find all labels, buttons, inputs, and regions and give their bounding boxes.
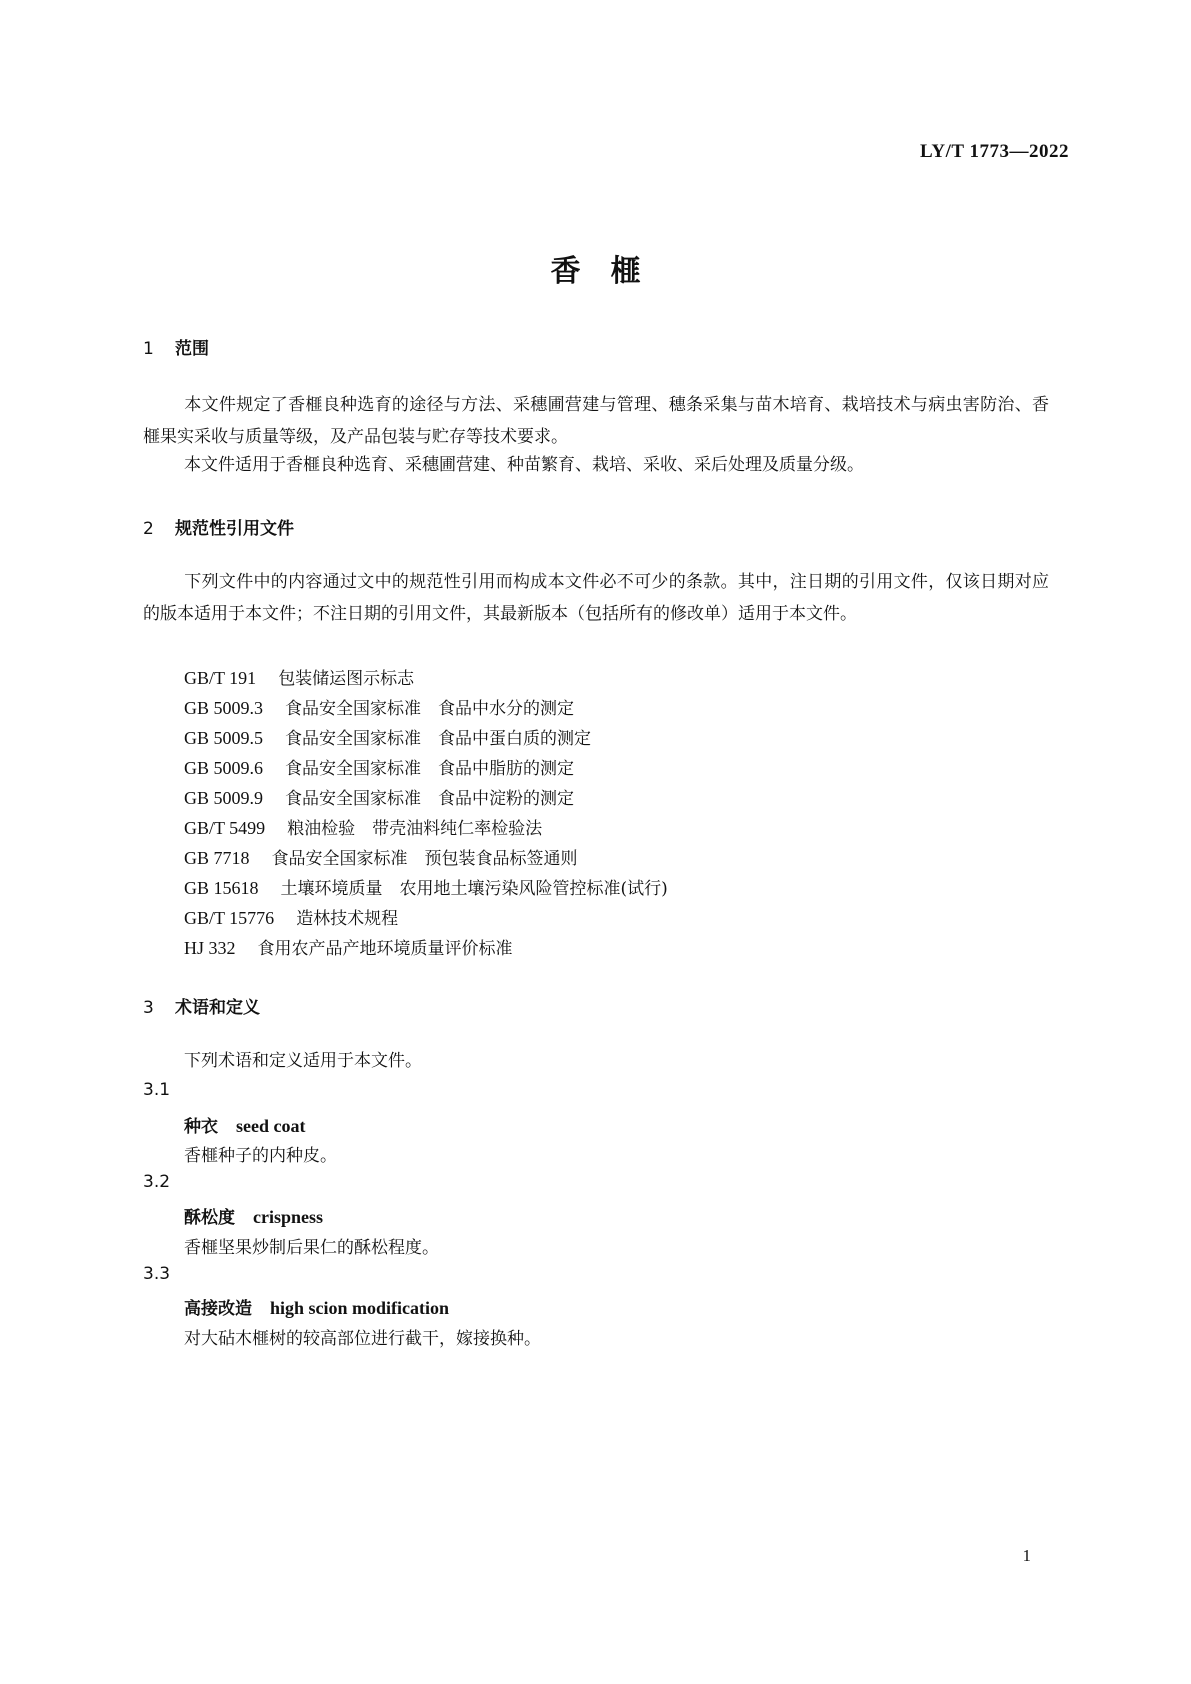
reference-title: 食品安全国家标准 食品中蛋白质的测定: [285, 729, 592, 749]
term-en: seed coat: [236, 1116, 306, 1136]
term-number: 3.1: [143, 1080, 171, 1100]
paragraph-text: 本文件规定了香榧良种选育的途径与方法、采穗圃营建与管理、穗条采集与苗木培育、栽培技术与病虫害防治、香榧果实采收与质量等级，及产品包装与贮存等技术要求。: [143, 395, 1049, 447]
reference-item: [184, 754, 574, 779]
term-heading: [184, 1294, 449, 1319]
reference-title: 食品安全国家标准 食品中脂肪的测定: [285, 759, 575, 779]
reference-title: 粮油检验 带壳油料纯仁率检验法: [287, 819, 543, 839]
paragraph-text: 下列文件中的内容通过文中的规范性引用而构成本文件必不可少的条款。其中，注日期的引用文件，仅该日期对应的版本适用于本文件；不注日期的引用文件，其最新版本（包括所有的修改单）适用于本文件。: [143, 572, 1049, 624]
reference-code: GB/T 15776: [184, 908, 275, 928]
term-zh: 高接改造: [184, 1299, 252, 1319]
reference-code: GB 15618: [184, 878, 259, 898]
section-title: 术语和定义: [175, 998, 260, 1018]
reference-title: 土壤环境质量 农用地土壤污染风险管控标准(试行): [280, 879, 668, 899]
section-title: 范围: [175, 339, 209, 359]
page-number: 1: [1022, 1546, 1031, 1565]
term-definition: 香榧坚果炒制后果仁的酥松程度。: [184, 1238, 439, 1258]
reference-code: GB 5009.3: [184, 698, 264, 718]
section-heading-terms: [143, 993, 260, 1018]
reference-item: [184, 844, 578, 869]
reference-title: 包装储运图示标志: [278, 669, 415, 689]
scope-paragraph-2: [143, 449, 1049, 481]
page-title: 香 榧: [550, 254, 641, 289]
section-number: 2: [143, 519, 154, 539]
reference-item: [184, 874, 668, 899]
reference-item: [184, 814, 542, 839]
reference-item: [184, 934, 513, 959]
reference-title: 食品安全国家标准 食品中水分的测定: [285, 699, 575, 719]
reference-code: GB 7718: [184, 848, 250, 868]
reference-item: [184, 784, 574, 809]
section-number: 1: [143, 339, 154, 359]
reference-title: 食品安全国家标准 食品中淀粉的测定: [285, 789, 575, 809]
reference-code: GB 5009.9: [184, 788, 264, 808]
reference-code: GB 5009.5: [184, 728, 264, 748]
scope-paragraph-1: [143, 389, 1049, 453]
term-en: high scion modification: [270, 1298, 450, 1318]
term-zh: 种衣: [184, 1117, 218, 1137]
reference-code: HJ 332: [184, 938, 236, 958]
reference-item: [184, 904, 398, 929]
reference-title: 食品安全国家标准 预包装食品标签通则: [271, 849, 578, 869]
term-heading: [184, 1203, 323, 1228]
reference-title: 造林技术规程: [296, 909, 399, 929]
doc-code: LY/T 1773—2022: [919, 141, 1069, 162]
term-en: crispness: [253, 1207, 324, 1227]
reference-item: [184, 664, 414, 689]
term-number: 3.3: [143, 1264, 171, 1284]
section-heading-normative: [143, 514, 294, 539]
reference-code: GB 5009.6: [184, 758, 264, 778]
reference-title: 食用农产品产地环境质量评价标准: [257, 939, 513, 959]
reference-item: [184, 724, 591, 749]
term-definition: 香榧种子的内种皮。: [184, 1146, 337, 1166]
reference-code: GB/T 5499: [184, 818, 266, 838]
section-heading-scope: [143, 334, 209, 359]
term-number: 3.2: [143, 1172, 171, 1192]
paragraph-text: 本文件适用于香榧良种选育、采穗圃营建、种苗繁育、栽培、采收、采后处理及质量分级。: [184, 455, 864, 475]
terms-intro: 下列术语和定义适用于本文件。: [184, 1051, 422, 1071]
normative-intro: [143, 566, 1049, 630]
section-number: 3: [143, 998, 154, 1018]
section-title: 规范性引用文件: [175, 519, 294, 539]
reference-item: [184, 694, 574, 719]
term-definition: 对大砧木榧树的较高部位进行截干，嫁接换种。: [184, 1329, 541, 1349]
term-heading: [184, 1112, 305, 1137]
term-zh: 酥松度: [184, 1208, 235, 1228]
reference-code: GB/T 191: [184, 668, 257, 688]
